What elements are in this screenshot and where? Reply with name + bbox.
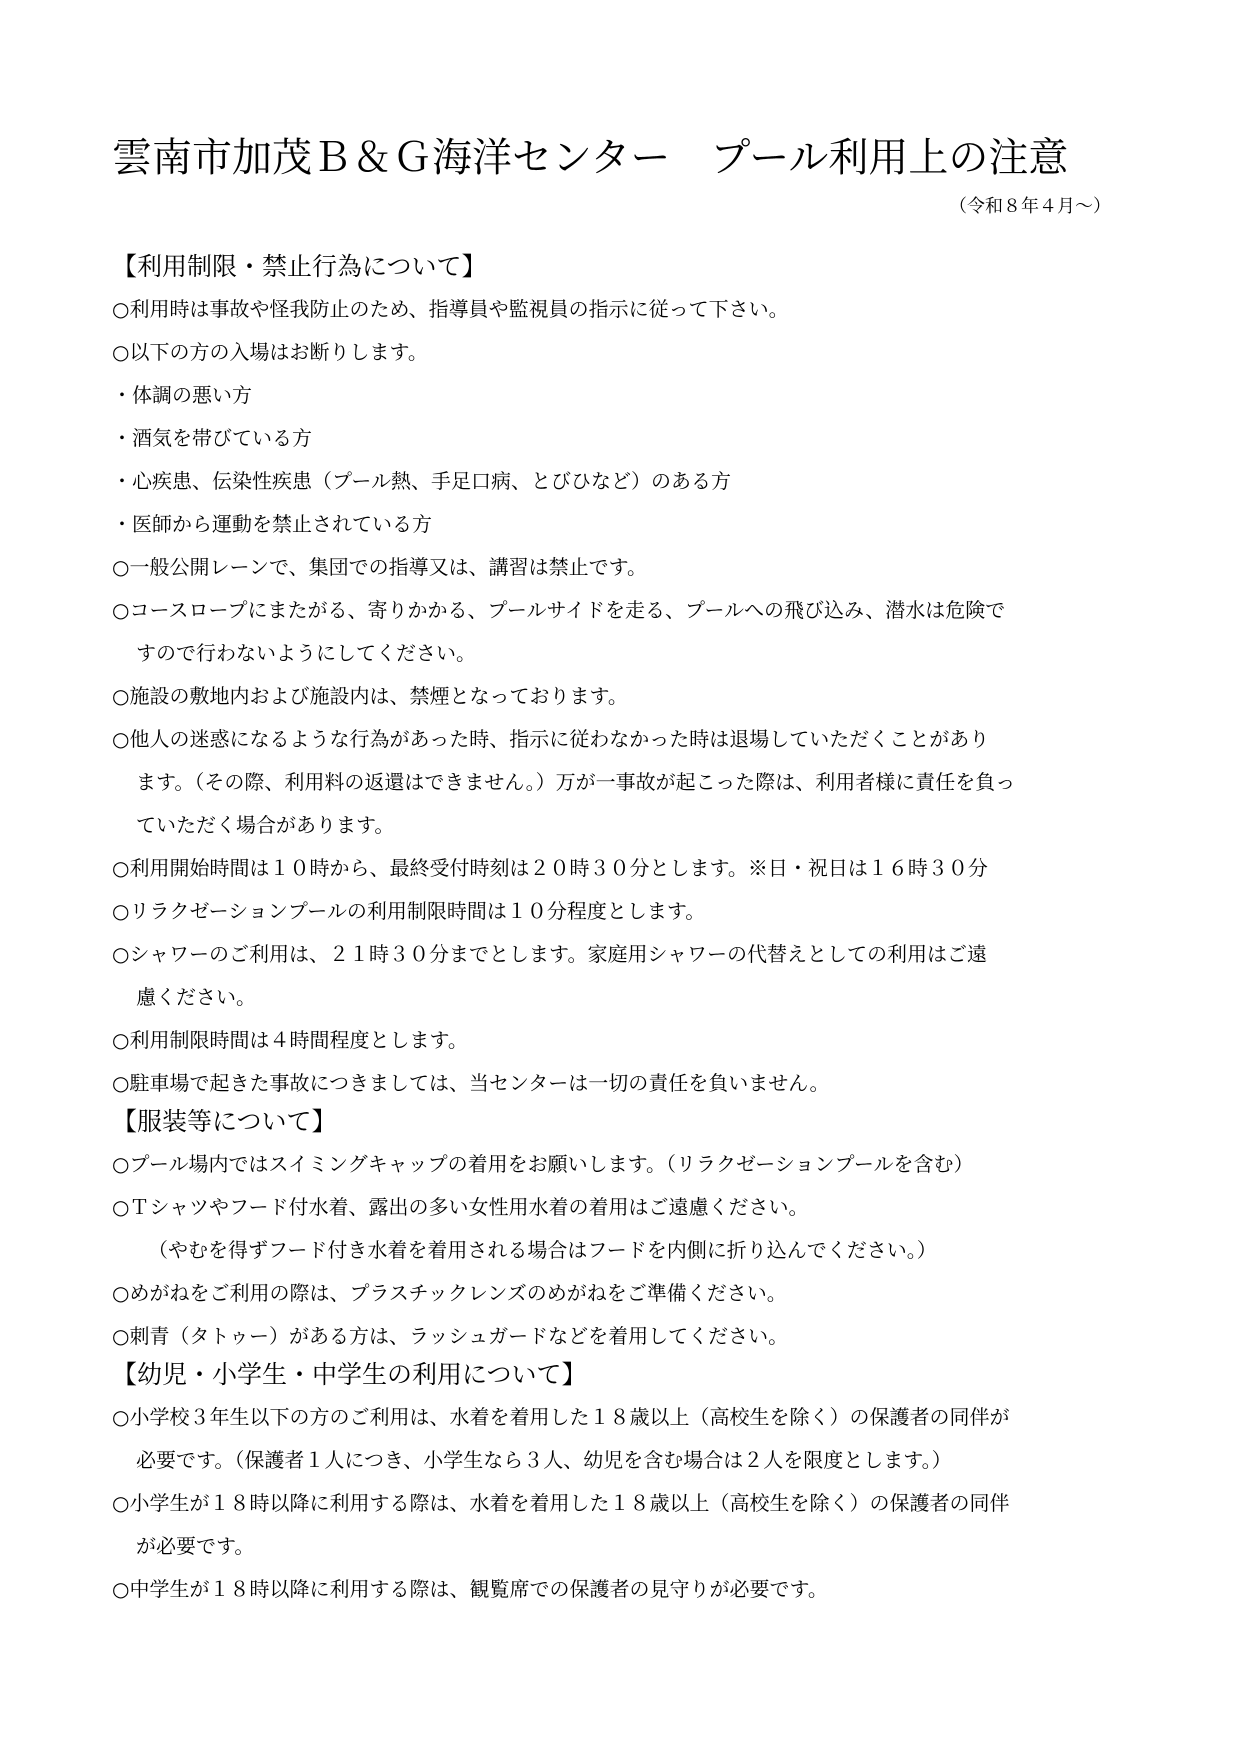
bullet-line: ・心疾患、伝染性疾患（プール熱、手足口病、とびひなど）のある方: [112, 469, 731, 493]
effective-date: （令和８年４月～）: [949, 196, 1111, 217]
rule-line: ○シャワーのご利用は、２１時３０分までとします。家庭用シャワーの代替えとしての利用はご遠: [112, 942, 988, 966]
rule-line: ○一般公開レーンで、集団での指導又は、講習は禁止です。: [112, 555, 648, 579]
section-heading: 【幼児・小学生・中学生の利用について】: [112, 1360, 587, 1389]
rule-line: ○中学生が１８時以降に利用する際は、観覧席での保護者の見守りが必要です。: [112, 1577, 828, 1601]
rule-line: ○小学生が１８時以降に利用する際は、水着を着用した１８歳以上（高校生を除く）の保護者の同伴: [112, 1491, 1010, 1515]
rule-line: ○駐車場で起きた事故につきましては、当センターは一切の責任を負いません。: [112, 1071, 830, 1095]
rule-line: ○小学校３年生以下の方のご利用は、水着を着用した１８歳以上（高校生を除く）の保護者の同伴が: [112, 1405, 1010, 1429]
section-heading: 【服装等について】: [112, 1107, 337, 1136]
rule-continuation-line: すので行わないようにしてください。: [136, 641, 476, 665]
rule-line: ○コースロープにまたがる、寄りかかる、プールサイドを走る、プールへの飛び込み、潜水は危険で: [112, 598, 1006, 622]
rule-line: ○リラクゼーションプールの利用制限時間は１０分程度とします。: [112, 899, 706, 923]
rule-line: ○めがねをご利用の際は、プラスチックレンズのめがねをご準備ください。: [112, 1281, 787, 1305]
rule-line: ○プール場内ではスイミングキャップの着用をお願いします。（リラクゼーションプールを含む）: [112, 1152, 974, 1176]
document-title: 雲南市加茂Ｂ＆Ｇ海洋センター プール利用上の注意: [112, 135, 1069, 181]
rule-continuation-line: が必要です。: [136, 1534, 255, 1558]
rule-continuation-line: ます。（その際、利用料の返還はできません。）万が一事故が起こった際は、利用者様に責任を負っ: [136, 770, 1016, 794]
rule-continuation-line: 必要です。（保護者１人につき、小学生なら３人、幼児を含む場合は２人を限度とします。）: [136, 1448, 952, 1472]
bullet-line: ・酒気を帯びている方: [112, 426, 312, 450]
rule-line: ○他人の迷惑になるような行為があった時、指示に従わなかった時は退場していただくことがあり: [112, 727, 990, 751]
rule-line: ○以下の方の入場はお断りします。: [112, 340, 428, 364]
rule-continuation-line: ていただく場合があります。: [136, 813, 395, 837]
rule-line: ○利用時は事故や怪我防止のため、指導員や監視員の指示に従って下さい。: [112, 297, 789, 321]
rule-line: ○Ｔシャツやフード付水着、露出の多い女性用水着の着用はご遠慮ください。: [112, 1195, 809, 1219]
rule-line: ○利用開始時間は１０時から、最終受付時刻は２０時３０分とします。※日・祝日は１６時３０分: [112, 856, 988, 880]
rule-note-line: （やむを得ずフード付き水着を着用される場合はフードを内側に折り込んでください。）: [148, 1238, 937, 1262]
bullet-line: ・体調の悪い方: [112, 383, 252, 407]
rule-continuation-line: 慮ください。: [136, 985, 256, 1009]
rule-line: ○利用制限時間は４時間程度とします。: [112, 1028, 468, 1052]
rule-line: ○施設の敷地内および施設内は、禁煙となっております。: [112, 684, 628, 708]
document-content: [112, 250, 1132, 1611]
rule-line: ○刺青（タトゥー）がある方は、ラッシュガードなどを着用してください。: [112, 1324, 789, 1348]
bullet-line: ・医師から運動を禁止されている方: [112, 512, 432, 536]
section-heading: 【利用制限・禁止行為について】: [112, 252, 487, 281]
